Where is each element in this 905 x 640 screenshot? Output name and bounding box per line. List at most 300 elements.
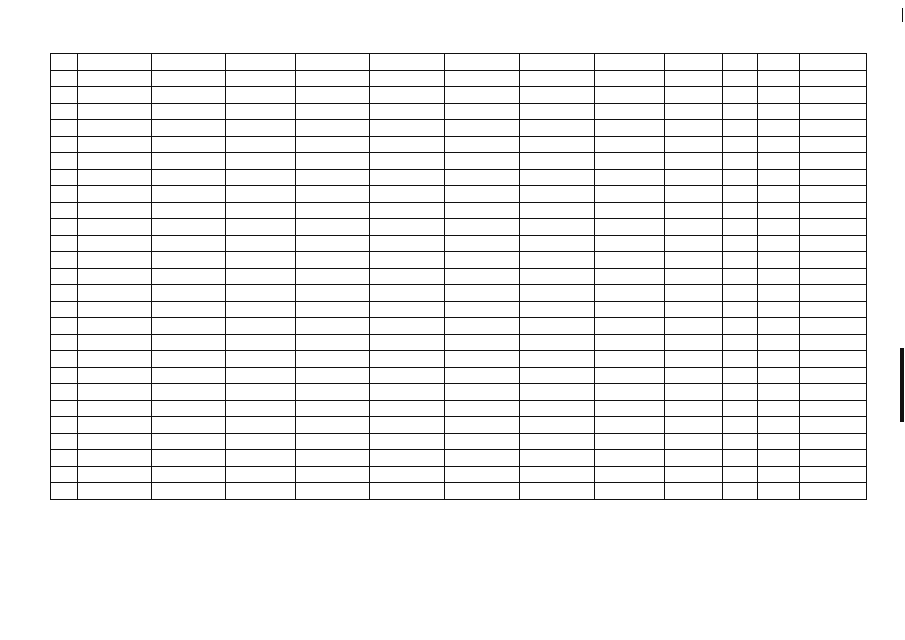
table-cell	[723, 417, 758, 434]
table-cell	[152, 334, 226, 351]
table-cell	[226, 450, 296, 467]
table-cell	[51, 153, 78, 170]
table-cell	[445, 120, 520, 137]
table-cell	[723, 351, 758, 368]
table-cell	[595, 384, 665, 401]
table-cell	[758, 103, 800, 120]
table-cell	[51, 351, 78, 368]
table-cell	[226, 120, 296, 137]
table-cell	[665, 202, 723, 219]
table-cell	[800, 268, 867, 285]
table-cell	[665, 235, 723, 252]
table-cell	[665, 120, 723, 137]
table-cell	[800, 433, 867, 450]
table-cell	[226, 268, 296, 285]
table-cell	[445, 169, 520, 186]
table-cell	[520, 169, 595, 186]
records-table-wrapper	[50, 53, 866, 500]
table-cell	[226, 87, 296, 104]
table-cell	[152, 318, 226, 335]
table-cell	[595, 301, 665, 318]
table-cell	[665, 400, 723, 417]
table-cell	[800, 301, 867, 318]
table-cell	[370, 400, 445, 417]
table-cell	[152, 367, 226, 384]
table-cell	[758, 70, 800, 87]
table-cell	[370, 202, 445, 219]
table-cell	[226, 153, 296, 170]
table-cell	[445, 384, 520, 401]
table-cell	[152, 417, 226, 434]
table-cell	[723, 219, 758, 236]
table-cell	[226, 301, 296, 318]
table-row	[51, 186, 867, 203]
table-cell	[296, 384, 370, 401]
table-cell	[296, 483, 370, 500]
table-cell	[152, 400, 226, 417]
table-cell	[800, 384, 867, 401]
table-row	[51, 87, 867, 104]
table-cell	[78, 285, 152, 302]
table-cell	[800, 400, 867, 417]
table-cell	[665, 136, 723, 153]
table-cell	[520, 351, 595, 368]
table-cell	[520, 54, 595, 71]
table-cell	[445, 417, 520, 434]
table-cell	[595, 400, 665, 417]
table-cell	[800, 367, 867, 384]
table-cell	[758, 400, 800, 417]
table-cell	[445, 252, 520, 269]
table-cell	[296, 433, 370, 450]
table-cell	[226, 252, 296, 269]
table-cell	[78, 235, 152, 252]
table-cell	[78, 153, 152, 170]
table-cell	[758, 235, 800, 252]
table-cell	[520, 153, 595, 170]
table-row	[51, 351, 867, 368]
table-cell	[595, 153, 665, 170]
table-cell	[595, 318, 665, 335]
table-cell	[665, 384, 723, 401]
table-cell	[51, 136, 78, 153]
table-cell	[152, 169, 226, 186]
table-cell	[723, 252, 758, 269]
table-cell	[78, 169, 152, 186]
table-cell	[758, 318, 800, 335]
table-cell	[723, 169, 758, 186]
table-cell	[152, 483, 226, 500]
table-row	[51, 400, 867, 417]
table-cell	[78, 219, 152, 236]
table-cell	[800, 186, 867, 203]
table-cell	[520, 334, 595, 351]
table-cell	[78, 70, 152, 87]
table-cell	[51, 186, 78, 203]
table-cell	[800, 70, 867, 87]
table-cell	[445, 433, 520, 450]
table-cell	[665, 450, 723, 467]
table-cell	[520, 285, 595, 302]
table-cell	[520, 367, 595, 384]
table-cell	[520, 136, 595, 153]
table-row	[51, 54, 867, 71]
table-row	[51, 384, 867, 401]
table-cell	[78, 120, 152, 137]
table-cell	[370, 367, 445, 384]
table-cell	[520, 301, 595, 318]
table-cell	[296, 153, 370, 170]
table-cell	[370, 268, 445, 285]
table-cell	[520, 252, 595, 269]
table-cell	[51, 70, 78, 87]
table-cell	[296, 466, 370, 483]
table-cell	[226, 417, 296, 434]
table-cell	[152, 285, 226, 302]
table-cell	[296, 334, 370, 351]
table-cell	[370, 384, 445, 401]
table-row	[51, 417, 867, 434]
table-cell	[296, 351, 370, 368]
table-cell	[51, 334, 78, 351]
table-cell	[370, 103, 445, 120]
table-cell	[800, 252, 867, 269]
table-cell	[595, 136, 665, 153]
table-cell	[226, 169, 296, 186]
table-cell	[445, 70, 520, 87]
table-cell	[723, 285, 758, 302]
table-cell	[758, 120, 800, 137]
table-cell	[445, 268, 520, 285]
table-cell	[152, 70, 226, 87]
table-cell	[520, 318, 595, 335]
table-row	[51, 483, 867, 500]
table-cell	[758, 417, 800, 434]
records-table	[50, 53, 867, 500]
table-cell	[51, 285, 78, 302]
table-cell	[800, 334, 867, 351]
table-cell	[296, 400, 370, 417]
table-cell	[445, 285, 520, 302]
table-cell	[445, 153, 520, 170]
table-cell	[78, 450, 152, 467]
table-cell	[226, 235, 296, 252]
table-cell	[226, 219, 296, 236]
table-cell	[758, 219, 800, 236]
table-cell	[51, 120, 78, 137]
table-cell	[370, 153, 445, 170]
table-cell	[723, 384, 758, 401]
table-row	[51, 235, 867, 252]
table-cell	[723, 103, 758, 120]
table-cell	[445, 235, 520, 252]
table-cell	[296, 103, 370, 120]
table-cell	[723, 301, 758, 318]
table-cell	[51, 54, 78, 71]
table-cell	[296, 202, 370, 219]
table-cell	[296, 70, 370, 87]
table-cell	[723, 268, 758, 285]
table-cell	[152, 433, 226, 450]
table-cell	[78, 301, 152, 318]
table-cell	[595, 120, 665, 137]
table-cell	[758, 334, 800, 351]
table-cell	[595, 219, 665, 236]
table-row	[51, 219, 867, 236]
table-cell	[800, 466, 867, 483]
table-cell	[595, 268, 665, 285]
table-cell	[370, 285, 445, 302]
table-cell	[370, 318, 445, 335]
table-cell	[78, 87, 152, 104]
table-cell	[370, 235, 445, 252]
table-cell	[51, 450, 78, 467]
table-cell	[152, 219, 226, 236]
table-cell	[370, 466, 445, 483]
table-cell	[595, 417, 665, 434]
table-cell	[595, 235, 665, 252]
table-row	[51, 268, 867, 285]
table-cell	[51, 433, 78, 450]
table-cell	[226, 334, 296, 351]
table-cell	[78, 367, 152, 384]
table-cell	[665, 103, 723, 120]
table-cell	[226, 202, 296, 219]
table-cell	[445, 318, 520, 335]
table-cell	[296, 136, 370, 153]
table-cell	[665, 70, 723, 87]
table-cell	[51, 87, 78, 104]
table-cell	[51, 202, 78, 219]
table-cell	[226, 433, 296, 450]
table-cell	[51, 252, 78, 269]
table-cell	[520, 219, 595, 236]
table-cell	[723, 367, 758, 384]
table-cell	[370, 136, 445, 153]
table-cell	[800, 202, 867, 219]
table-cell	[370, 186, 445, 203]
table-cell	[665, 285, 723, 302]
table-cell	[296, 235, 370, 252]
table-cell	[296, 450, 370, 467]
table-cell	[800, 219, 867, 236]
table-cell	[758, 186, 800, 203]
table-cell	[665, 433, 723, 450]
table-cell	[78, 186, 152, 203]
table-cell	[665, 334, 723, 351]
table-row	[51, 153, 867, 170]
table-cell	[445, 334, 520, 351]
corner-mark	[902, 8, 903, 22]
table-row	[51, 318, 867, 335]
table-cell	[800, 54, 867, 71]
table-cell	[758, 450, 800, 467]
table-cell	[723, 235, 758, 252]
table-cell	[226, 54, 296, 71]
table-cell	[152, 136, 226, 153]
table-cell	[758, 433, 800, 450]
table-cell	[520, 417, 595, 434]
table-cell	[520, 466, 595, 483]
table-cell	[370, 54, 445, 71]
table-cell	[520, 186, 595, 203]
table-cell	[78, 318, 152, 335]
table-cell	[520, 450, 595, 467]
table-cell	[758, 301, 800, 318]
table-cell	[296, 367, 370, 384]
table-cell	[445, 186, 520, 203]
table-cell	[595, 186, 665, 203]
table-cell	[296, 219, 370, 236]
table-cell	[723, 400, 758, 417]
table-cell	[370, 87, 445, 104]
table-cell	[226, 351, 296, 368]
table-cell	[758, 169, 800, 186]
table-cell	[445, 301, 520, 318]
table-cell	[595, 103, 665, 120]
table-cell	[370, 120, 445, 137]
table-cell	[226, 384, 296, 401]
table-cell	[78, 483, 152, 500]
table-cell	[800, 483, 867, 500]
table-cell	[78, 384, 152, 401]
table-cell	[152, 268, 226, 285]
table-row	[51, 252, 867, 269]
table-cell	[758, 252, 800, 269]
table-cell	[78, 351, 152, 368]
table-cell	[445, 103, 520, 120]
table-cell	[800, 417, 867, 434]
table-cell	[595, 54, 665, 71]
table-cell	[370, 417, 445, 434]
table-cell	[595, 334, 665, 351]
table-cell	[723, 70, 758, 87]
table-cell	[665, 301, 723, 318]
table-cell	[226, 70, 296, 87]
table-cell	[665, 87, 723, 104]
table-cell	[595, 483, 665, 500]
table-cell	[758, 367, 800, 384]
table-cell	[520, 103, 595, 120]
table-cell	[370, 70, 445, 87]
table-body	[51, 54, 867, 500]
table-cell	[520, 268, 595, 285]
table-cell	[152, 450, 226, 467]
table-cell	[665, 186, 723, 203]
table-cell	[595, 351, 665, 368]
table-cell	[595, 285, 665, 302]
table-cell	[800, 169, 867, 186]
table-cell	[595, 202, 665, 219]
table-cell	[226, 186, 296, 203]
table-cell	[665, 219, 723, 236]
table-cell	[51, 417, 78, 434]
table-cell	[78, 433, 152, 450]
table-cell	[723, 318, 758, 335]
table-cell	[665, 169, 723, 186]
table-cell	[296, 252, 370, 269]
table-row	[51, 334, 867, 351]
table-cell	[800, 87, 867, 104]
table-cell	[758, 54, 800, 71]
table-cell	[758, 153, 800, 170]
table-cell	[445, 466, 520, 483]
table-cell	[520, 384, 595, 401]
table-cell	[296, 54, 370, 71]
table-cell	[520, 202, 595, 219]
table-cell	[226, 318, 296, 335]
table-cell	[758, 285, 800, 302]
table-cell	[800, 351, 867, 368]
table-cell	[445, 483, 520, 500]
table-cell	[78, 334, 152, 351]
table-row	[51, 169, 867, 186]
table-cell	[51, 268, 78, 285]
table-cell	[370, 433, 445, 450]
table-cell	[595, 87, 665, 104]
table-cell	[445, 219, 520, 236]
table-cell	[520, 87, 595, 104]
table-cell	[78, 103, 152, 120]
table-cell	[226, 466, 296, 483]
table-cell	[665, 351, 723, 368]
table-cell	[758, 483, 800, 500]
table-cell	[370, 450, 445, 467]
table-cell	[723, 186, 758, 203]
table-cell	[78, 252, 152, 269]
table-row	[51, 120, 867, 137]
table-row	[51, 466, 867, 483]
table-cell	[152, 466, 226, 483]
table-cell	[152, 202, 226, 219]
table-cell	[51, 103, 78, 120]
table-cell	[370, 169, 445, 186]
table-cell	[758, 87, 800, 104]
table-cell	[370, 334, 445, 351]
table-cell	[595, 433, 665, 450]
table-cell	[595, 169, 665, 186]
table-cell	[78, 417, 152, 434]
table-cell	[152, 54, 226, 71]
table-cell	[595, 367, 665, 384]
table-cell	[800, 153, 867, 170]
table-cell	[723, 433, 758, 450]
table-cell	[758, 268, 800, 285]
table-row	[51, 70, 867, 87]
table-cell	[51, 367, 78, 384]
table-cell	[226, 285, 296, 302]
table-cell	[78, 466, 152, 483]
edge-mark	[900, 348, 904, 422]
table-cell	[758, 466, 800, 483]
table-cell	[370, 351, 445, 368]
table-cell	[445, 400, 520, 417]
table-cell	[370, 219, 445, 236]
table-cell	[78, 54, 152, 71]
table-cell	[445, 351, 520, 368]
table-row	[51, 103, 867, 120]
table-cell	[226, 400, 296, 417]
table-cell	[370, 483, 445, 500]
table-cell	[51, 301, 78, 318]
table-cell	[51, 384, 78, 401]
table-cell	[758, 202, 800, 219]
table-cell	[665, 483, 723, 500]
table-cell	[51, 400, 78, 417]
table-cell	[226, 103, 296, 120]
table-cell	[152, 120, 226, 137]
table-cell	[723, 87, 758, 104]
